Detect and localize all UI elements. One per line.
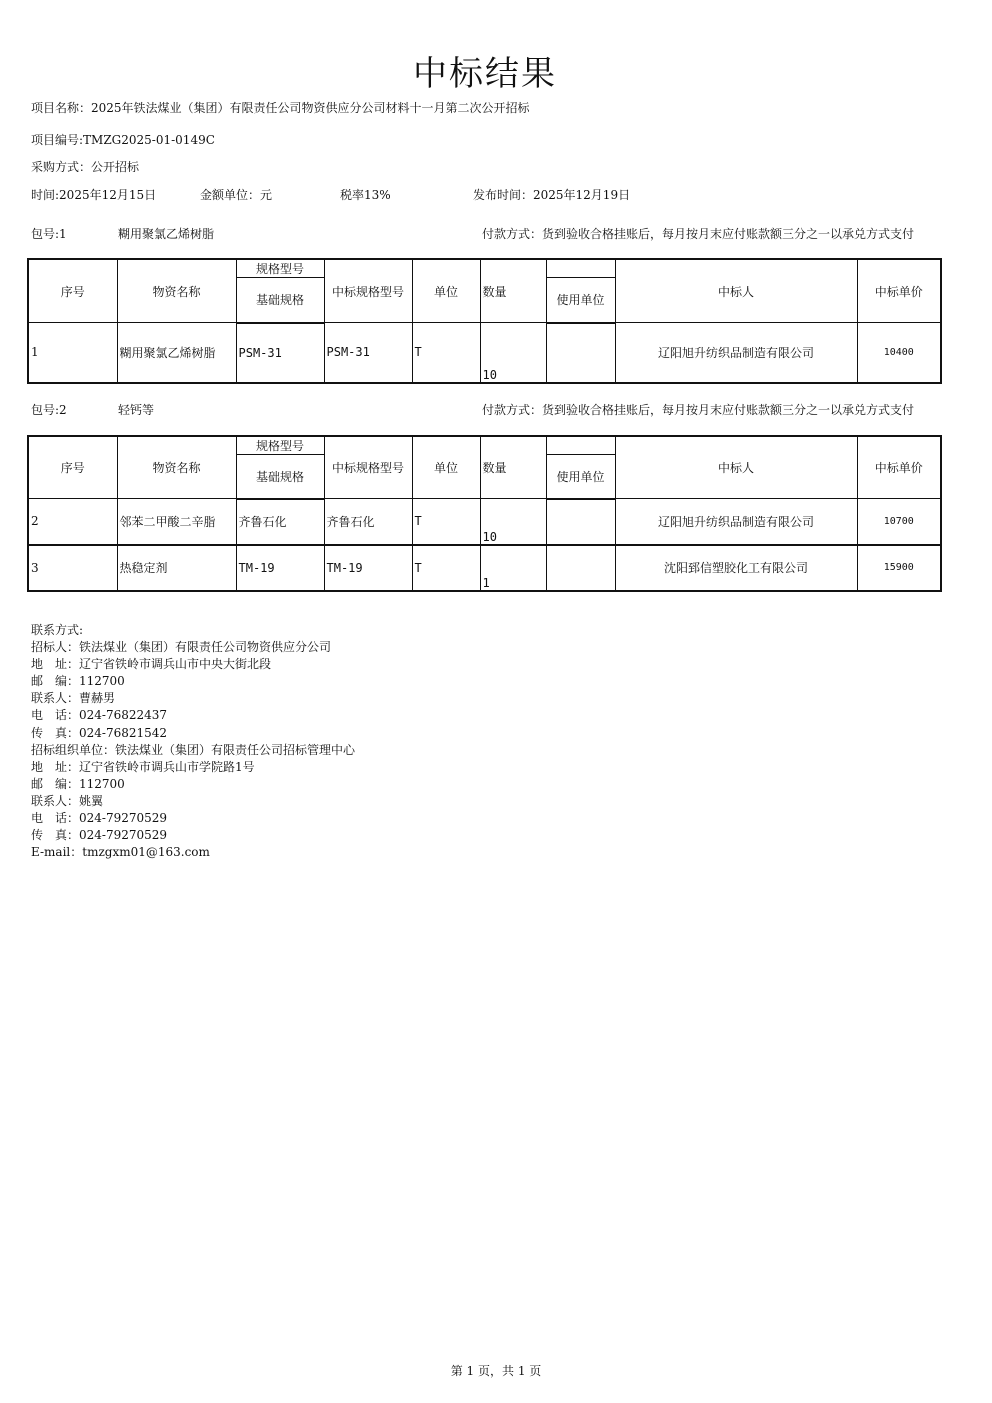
row-use-unit	[546, 545, 615, 591]
contact-line: 联系人：姚翼	[31, 793, 104, 808]
bid-time: 时间:2025年12月15日	[31, 188, 157, 202]
currency-unit: 金额单位：元	[200, 188, 273, 202]
package-description: 糊用聚氯乙烯树脂	[118, 227, 215, 241]
header-unit: 单位	[412, 259, 480, 323]
row-qty: 10	[480, 323, 546, 383]
row-qty: 10	[480, 499, 546, 545]
contact-line: 地 址：辽宁省铁岭市调兵山市中央大街北段	[31, 657, 272, 672]
row-seq: 2	[28, 499, 117, 545]
header-base-spec: 基础规格	[236, 455, 324, 499]
header-bid-spec: 中标规格型号	[324, 259, 412, 323]
package-2-table	[27, 435, 942, 592]
header-name: 物资名称	[117, 259, 236, 323]
contact-line: 地 址：辽宁省铁岭市调兵山市学院路1号	[31, 759, 255, 774]
project-number: 项目编号:TMZG2025-01-0149C	[31, 133, 215, 147]
contact-line: 招标组织单位：铁法煤业（集团）有限责任公司招标管理中心	[31, 742, 356, 757]
header-winner: 中标人	[615, 259, 857, 323]
contact-line: 电 话：024-79270529	[31, 811, 168, 826]
row-base-spec: PSM-31	[236, 323, 324, 383]
row-use-unit	[546, 323, 615, 383]
row-bid-spec: TM-19	[324, 545, 412, 591]
project-name: 项目名称：2025年铁法煤业（集团）有限责任公司物资供应分公司材料十一月第二次公开招标	[31, 101, 530, 115]
row-bid-spec: 齐鲁石化	[324, 499, 412, 545]
row-bid-spec: PSM-31	[324, 323, 412, 383]
header-price: 中标单价	[857, 436, 941, 499]
row-price: 15900	[857, 545, 941, 591]
row-name: 邻苯二甲酸二辛脂	[117, 499, 236, 545]
contact-line: 招标人：铁法煤业（集团）有限责任公司物资供应分公司	[31, 640, 332, 655]
contact-line: 传 真：024-76821542	[31, 725, 168, 740]
header-unit: 单位	[412, 436, 480, 499]
row-unit: T	[412, 545, 480, 591]
contact-heading: 联系方式:	[31, 623, 84, 637]
header-winner: 中标人	[615, 436, 857, 499]
table-row	[28, 323, 941, 383]
contact-line: 联系人：曹赫男	[31, 691, 116, 706]
header-spec-group: 规格型号	[236, 259, 324, 278]
header-qty: 数量	[480, 436, 546, 499]
row-use-unit	[546, 499, 615, 545]
header-use-unit: 使用单位	[546, 455, 615, 499]
page-footer: 第 1 页，共 1 页	[450, 1364, 542, 1378]
package-label: 包号:2	[31, 403, 67, 417]
row-unit: T	[412, 499, 480, 545]
contact-info	[31, 622, 355, 861]
row-seq: 3	[28, 545, 117, 591]
header-bid-spec: 中标规格型号	[324, 436, 412, 499]
package-label: 包号:1	[31, 227, 67, 241]
row-name: 糊用聚氯乙烯树脂	[117, 323, 236, 383]
package-description: 轻钙等	[118, 403, 155, 417]
header-qty: 数量	[480, 259, 546, 323]
row-name: 热稳定剂	[117, 545, 236, 591]
header-base-spec: 基础规格	[236, 278, 324, 323]
row-winner: 沈阳郅信塑胶化工有限公司	[615, 545, 857, 591]
row-qty: 1	[480, 545, 546, 591]
row-base-spec: 齐鲁石化	[236, 499, 324, 545]
header-price: 中标单价	[857, 259, 941, 323]
contact-line: 传 真：024-79270529	[31, 828, 168, 843]
payment-terms: 付款方式：货到验收合格挂账后，每月按月末应付账款额三分之一以承兑方式支付	[482, 227, 915, 241]
package-1-table	[27, 258, 942, 384]
table-row	[28, 545, 941, 591]
row-unit: T	[412, 323, 480, 383]
header-use-unit: 使用单位	[546, 278, 615, 323]
header-seq: 序号	[28, 436, 117, 499]
contact-line: 电 话：024-76822437	[31, 708, 168, 723]
contact-line: 邮 编：112700	[31, 776, 125, 791]
row-base-spec: TM-19	[236, 545, 324, 591]
row-winner: 辽阳旭升纺织品制造有限公司	[615, 323, 857, 383]
header-blank	[546, 436, 615, 455]
header-seq: 序号	[28, 259, 117, 323]
page-title: 中标结果	[413, 54, 557, 94]
header-blank	[546, 259, 615, 278]
publish-time: 发布时间：2025年12月19日	[473, 188, 631, 202]
row-seq: 1	[28, 323, 117, 383]
row-price: 10400	[857, 323, 941, 383]
row-price: 10700	[857, 499, 941, 545]
header-spec-group: 规格型号	[236, 436, 324, 455]
payment-terms: 付款方式：货到验收合格挂账后，每月按月末应付账款额三分之一以承兑方式支付	[482, 403, 915, 417]
contact-line: 邮 编：112700	[31, 674, 125, 689]
contact-email: E-mail：tmzgxm01@163.com	[31, 845, 210, 860]
tax-rate: 税率13%	[340, 188, 391, 202]
table-row	[28, 499, 941, 545]
row-winner: 辽阳旭升纺织品制造有限公司	[615, 499, 857, 545]
header-name: 物资名称	[117, 436, 236, 499]
procurement-method: 采购方式：公开招标	[31, 160, 140, 174]
